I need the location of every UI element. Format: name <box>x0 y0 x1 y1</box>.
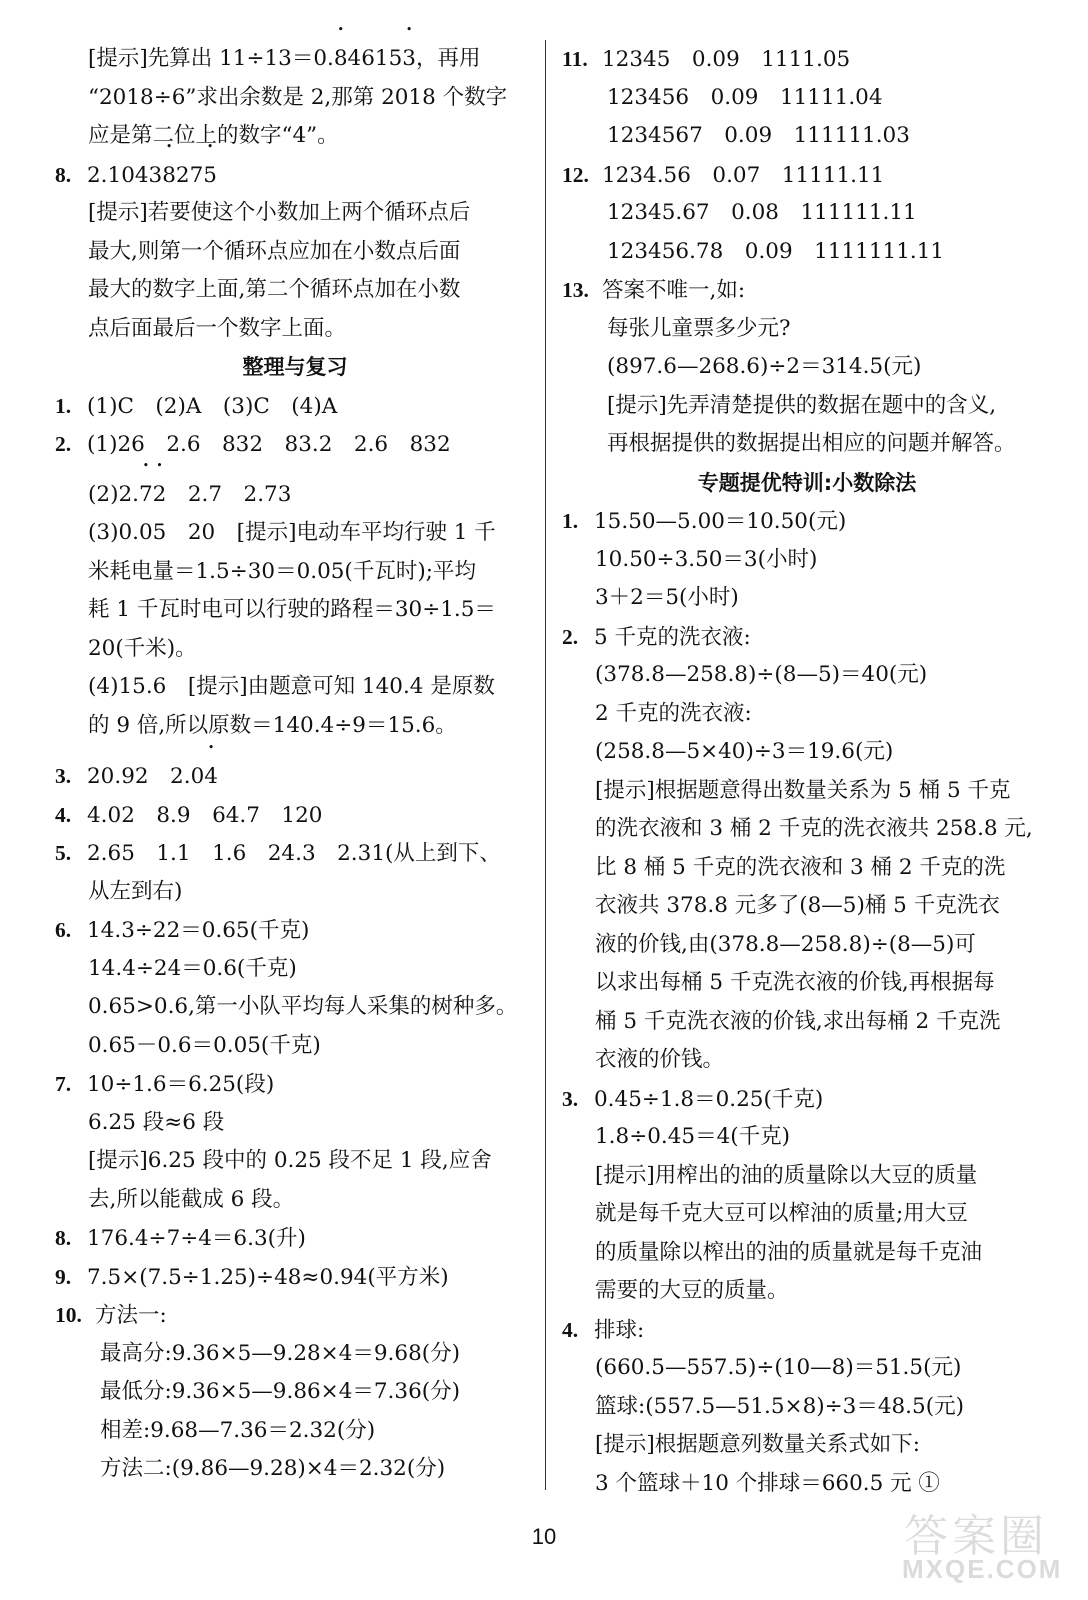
watermark-logo <box>898 1492 1068 1592</box>
hint-line: 液的价钱,由(378.8—258.8)÷(8—5)可 <box>595 931 976 957</box>
hint-line: [提示]先算出 11÷13＝0.• 84615• 3，再用 <box>55 40 535 79</box>
answer-line: (2)2.• 7• 2 2.7 2.73 <box>55 476 535 515</box>
answer-line: 0.65－0.6＝0.05(千克) <box>88 1032 321 1058</box>
repeat-dot: • 3 <box>402 40 416 79</box>
answer-line: 20(千米)。 <box>88 635 197 661</box>
answer-line: 每张儿童票多少元? <box>607 315 791 341</box>
hint-line: [提示]6.25 段中的 0.25 段不足 1 段,应舍 <box>88 1148 492 1173</box>
answer-line: 6.25 段≈6 段 <box>88 1109 225 1135</box>
answer-12: 12. 1234.56 0.07 11111.11 <box>562 162 885 188</box>
hint-line: 就是每千克大豆可以榨油的质量;用大豆 <box>595 1201 968 1226</box>
hint-line: 比 8 桶 5 千克的洗衣液和 3 桶 2 千克的洗 <box>595 854 1006 880</box>
page-number: 10 <box>531 1524 557 1549</box>
repeat-dot: • 5 <box>203 157 217 196</box>
repeat-dot: • 8 <box>334 40 348 79</box>
answer-line: 最高分:9.36×5—9.28×4＝9.68(分) <box>100 1340 461 1366</box>
answer-line: 0.65>0.6,第一小队平均每人采集的树种多。 <box>88 994 518 1019</box>
answer-line: 123456 0.09 11111.04 <box>607 84 883 110</box>
repeat-dot: • 8 <box>162 157 176 196</box>
answer-line: (660.5—557.5)÷(10—8)＝51.5(元) <box>595 1355 962 1380</box>
answer-4: 4. 4.02 8.9 64.7 120 <box>55 802 323 828</box>
hint-line: 需要的大豆的质量。 <box>595 1278 789 1303</box>
answer-line: 相差:9.68—7.36＝2.32(分) <box>100 1417 376 1443</box>
answer-line: 耗 1 千瓦时电可以行驶的路程＝30÷1.5＝ <box>88 597 496 622</box>
hint-line: 的质量除以榨出的油的质量就是每千克油 <box>595 1239 983 1265</box>
answer-s2: 2. 5 千克的洗衣液: <box>562 624 751 650</box>
answer-line: 2 千克的洗衣液: <box>595 700 752 726</box>
hint-line: “2018÷6”求出余数是 2,那第 2018 个数字 <box>88 84 508 110</box>
hint-line: 再根据提供的数据提出相应的问题并解答。 <box>607 431 1016 456</box>
answer-line: 篮球:(557.5—51.5×8)÷3＝48.5(元) <box>595 1393 964 1419</box>
repeat-dot: • 4 <box>204 758 218 797</box>
answer-line: (378.8—258.8)÷(8—5)＝40(元) <box>595 662 928 687</box>
answer-line: (3)0.05 20 [提示]电动车平均行驶 1 千 <box>88 520 496 545</box>
answer-line: 方法二:(9.86—9.28)×4＝2.32(分) <box>100 1456 446 1481</box>
answer-2: 2. (1)26 2.6 832 83.2 2.6 832 <box>55 432 451 457</box>
right-column <box>562 40 1052 1503</box>
answer-8b: 8. 176.4÷7÷4＝6.3(升) <box>55 1226 306 1251</box>
repeat-dot: • 2 <box>153 476 167 515</box>
section-title: 专题提优特训:小数除法 <box>697 470 917 495</box>
answer-line: 14.4÷24＝0.6(千克) <box>88 955 297 981</box>
hint-line: 桶 5 千克洗衣液的价钱,求出每桶 2 千克洗 <box>595 1008 1001 1034</box>
hint-line: 应是第二位上的数字“4”。 <box>88 123 339 148</box>
hint-line: 最大,则第一个循环点应加在小数点后面 <box>88 238 461 264</box>
repeat-dot: • 7 <box>139 476 153 515</box>
answer-10: 10. 方法一: <box>55 1303 167 1328</box>
hint-line: [提示]根据题意列数量关系式如下: <box>595 1432 921 1457</box>
hint-line: [提示]用榨出的油的质量除以大豆的质量 <box>595 1162 978 1188</box>
answer-line: 10.50÷3.50＝3(小时) <box>595 546 818 572</box>
answer-line: 123456.78 0.09 1111111.11 <box>607 238 945 264</box>
hint-line: 的洗衣液和 3 桶 2 千克的洗衣液共 258.8 元, <box>595 816 1033 841</box>
answer-6: 6. 14.3÷22＝0.65(千克) <box>55 918 310 943</box>
hint-line: [提示]若要使这个小数加上两个循环点后 <box>88 200 471 225</box>
answer-s4: 4. 排球: <box>562 1317 645 1343</box>
hint-line: 衣液的价钱。 <box>595 1047 725 1072</box>
answer-line: 3＋2＝5(小时) <box>595 585 739 610</box>
answer-line: 米耗电量＝1.5÷30＝0.05(千瓦时);平均 <box>88 558 476 584</box>
hint-line: 去,所以能截成 6 段。 <box>88 1186 295 1212</box>
hint-line: [提示]先弄清楚提供的数据在题中的含义, <box>607 392 997 418</box>
answer-11: 11. 12345 0.09 1111.05 <box>562 47 851 72</box>
answer-1: 1. (1)C (2)A (3)C (4)A <box>55 393 338 419</box>
answer-3: 3. 20.92 2.0• 4 <box>55 757 535 796</box>
answer-line: (897.6—268.6)÷2＝314.5(元) <box>607 354 922 379</box>
answer-line: 12345.67 0.08 111111.11 <box>607 200 917 225</box>
hint-line: 衣液共 378.8 元多了(8—5)桶 5 千克洗衣 <box>595 893 1000 918</box>
hint-line: 以求出每桶 5 千克洗衣液的价钱,再根据每 <box>595 970 995 995</box>
answer-s3: 3. 0.45÷1.8＝0.25(千克) <box>562 1086 824 1112</box>
section-title: 整理与复习 <box>242 355 348 379</box>
answer-line: 1.8÷0.45＝4(千克) <box>595 1124 791 1149</box>
answer-line: 最低分:9.36×5—9.86×4＝7.36(分) <box>100 1379 461 1404</box>
answer-s1: 1. 15.50—5.00＝10.50(元) <box>562 509 847 534</box>
answer-line: (258.8—5×40)÷3＝19.6(元) <box>595 739 894 764</box>
hint-line: 最大的数字上面,第二个循环点加在小数 <box>88 277 461 302</box>
answer-8: 8. 2.1043• 827• 5 <box>55 156 535 195</box>
answer-line: 的 9 倍,所以原数＝140.4÷9＝15.6。 <box>88 712 457 738</box>
answer-5: 5. 2.65 1.1 1.6 24.3 2.31(从上到下、 <box>55 841 501 866</box>
answer-13: 13. 答案不唯一,如: <box>562 278 746 303</box>
answer-9: 9. 7.5×(7.5÷1.25)÷48≈0.94(平方米) <box>55 1264 449 1290</box>
answer-line: 从左到右) <box>88 878 183 904</box>
answer-line: 1234567 0.09 111111.03 <box>607 123 910 148</box>
answer-line: (4)15.6 [提示]由题意可知 140.4 是原数 <box>88 674 495 699</box>
watermark-line-2: MXQE.COM <box>902 1554 1063 1584</box>
answer-7: 7. 10÷1.6＝6.25(段) <box>55 1072 275 1097</box>
left-column <box>55 40 535 1489</box>
hint-line: 3 个篮球＋10 个排球＝660.5 元 ① <box>595 1470 940 1496</box>
watermark-line-1: 答案圈 <box>904 1511 1048 1562</box>
column-divider <box>545 40 546 1490</box>
hint-line: 点后面最后一个数字上面。 <box>88 315 347 341</box>
hint-line: [提示]根据题意得出数量关系为 5 桶 5 千克 <box>595 777 1011 803</box>
